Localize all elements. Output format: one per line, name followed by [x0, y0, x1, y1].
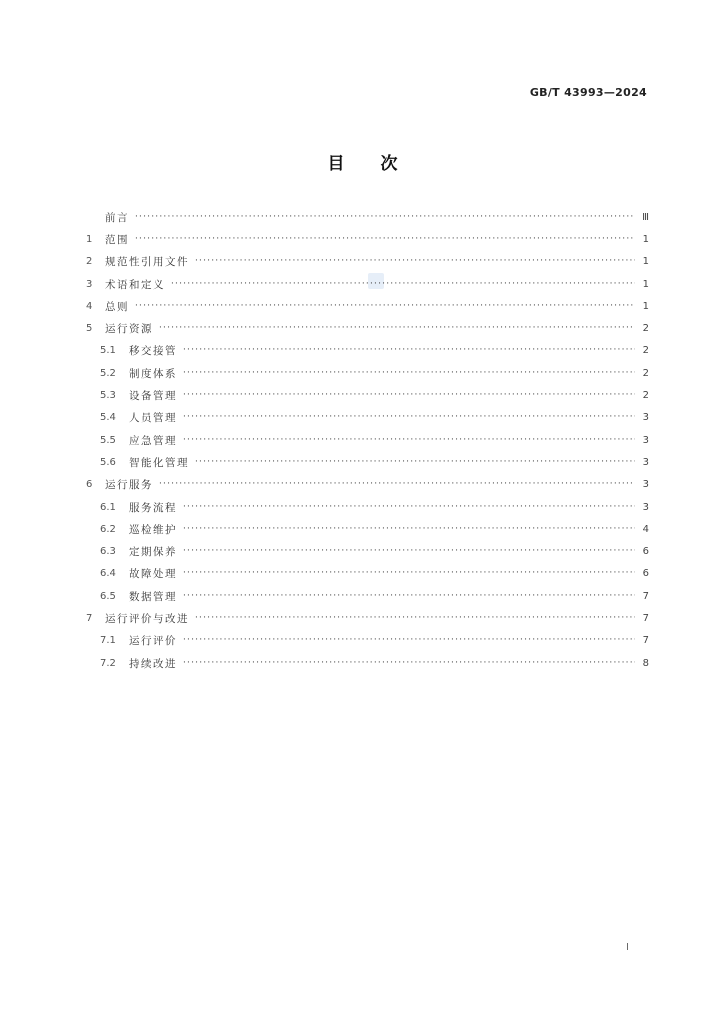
toc-entry-number: 5.4 [100, 412, 116, 424]
toc-entry[interactable] [86, 251, 649, 273]
toc-entry-label: 前言 [105, 211, 129, 224]
toc-entry-number: 2 [86, 256, 93, 268]
toc-leader-dots [183, 569, 635, 578]
toc-entry[interactable] [86, 496, 649, 518]
toc-entry[interactable] [86, 362, 649, 384]
toc-leader-dots [183, 503, 635, 512]
toc-entry-number: 5.5 [100, 434, 116, 446]
toc-entry-page: 2 [642, 323, 649, 335]
toc-leader-dots [183, 346, 635, 355]
toc-leader-dots [183, 547, 635, 556]
toc-entry-page: 1 [642, 300, 649, 312]
toc-entry-number: 1 [86, 233, 93, 245]
toc-entry[interactable] [86, 206, 649, 228]
toc-leader-dots [183, 592, 635, 601]
toc-leader-dots [183, 413, 635, 422]
toc-entry[interactable] [86, 474, 649, 496]
toc-entry-number: 5.2 [100, 367, 116, 379]
toc-leader-dots [135, 302, 635, 311]
standard-code: GB/T 43993—2024 [529, 86, 647, 99]
toc-entry-label: 服务流程 [129, 501, 177, 514]
toc-entry-page: 3 [642, 501, 649, 513]
toc-leader-dots [135, 213, 635, 222]
toc-leader-dots [183, 436, 635, 445]
toc-entry-label: 智能化管理 [129, 456, 189, 469]
toc-entry-number: 7.1 [100, 635, 116, 647]
toc-entry[interactable] [86, 563, 649, 585]
toc-leader-dots [135, 235, 635, 244]
toc-entry-page: Ⅲ [642, 211, 649, 223]
toc-list [86, 206, 649, 674]
toc-entry-page: 1 [642, 278, 649, 290]
toc-entry-number: 7 [86, 612, 93, 624]
toc-leader-dots [171, 280, 635, 289]
toc-entry-number: 6.4 [100, 568, 116, 580]
toc-leader-dots [159, 480, 635, 489]
toc-entry-page: 1 [642, 233, 649, 245]
toc-entry-page: 8 [642, 657, 649, 669]
toc-entry-page: 7 [642, 612, 649, 624]
toc-entry-label: 移交接管 [129, 345, 177, 358]
toc-entry-label: 术语和定义 [105, 278, 165, 291]
toc-leader-dots [159, 324, 635, 333]
toc-entry-label: 持续改进 [129, 657, 177, 670]
toc-entry-page: 2 [642, 390, 649, 402]
toc-entry-page: 7 [642, 635, 649, 647]
toc-entry-label: 规范性引用文件 [105, 256, 189, 269]
toc-entry[interactable] [86, 607, 649, 629]
toc-leader-dots [195, 257, 635, 266]
toc-entry-number: 6.2 [100, 523, 116, 535]
toc-entry-number: 4 [86, 300, 93, 312]
toc-leader-dots [195, 458, 635, 467]
toc-entry[interactable] [86, 451, 649, 473]
toc-leader-dots [183, 636, 635, 645]
toc-entry[interactable] [86, 652, 649, 674]
toc-entry[interactable] [86, 630, 649, 652]
toc-entry-page: 2 [642, 345, 649, 357]
toc-entry-label: 应急管理 [129, 434, 177, 447]
toc-entry[interactable] [86, 340, 649, 362]
toc-entry-page: 6 [642, 568, 649, 580]
toc-entry[interactable] [86, 384, 649, 406]
toc-entry-label: 总则 [105, 300, 129, 313]
toc-entry-page: 3 [642, 434, 649, 446]
toc-leader-dots [183, 525, 635, 534]
toc-entry-page: 2 [642, 367, 649, 379]
toc-entry[interactable] [86, 518, 649, 540]
toc-entry-label: 运行服务 [105, 479, 153, 492]
toc-entry-number: 5.3 [100, 390, 116, 402]
toc-title [0, 149, 725, 174]
toc-entry-number: 6.5 [100, 590, 116, 602]
toc-entry-label: 运行资源 [105, 323, 153, 336]
toc-title-part2: 次 [380, 154, 398, 174]
toc-entry-number: 3 [86, 278, 93, 290]
toc-entry-label: 故障处理 [129, 568, 177, 581]
toc-entry-page: 6 [642, 546, 649, 558]
toc-entry-label: 数据管理 [129, 590, 177, 603]
toc-entry-label: 巡检维护 [129, 523, 177, 536]
toc-entry[interactable] [86, 585, 649, 607]
toc-entry-number: 7.2 [100, 657, 116, 669]
toc-entry-page: 1 [642, 256, 649, 268]
toc-entry[interactable] [86, 429, 649, 451]
toc-entry[interactable] [86, 317, 649, 339]
toc-entry-label: 制度体系 [129, 367, 177, 380]
toc-entry-label: 范围 [105, 233, 129, 246]
toc-entry-page: 4 [642, 523, 649, 535]
toc-entry[interactable] [86, 540, 649, 562]
toc-entry[interactable] [86, 407, 649, 429]
toc-entry-number: 5.1 [100, 345, 116, 357]
toc-entry[interactable] [86, 295, 649, 317]
toc-leader-dots [183, 391, 635, 400]
toc-leader-dots [183, 659, 635, 668]
toc-leader-dots [195, 614, 635, 623]
toc-entry[interactable] [86, 228, 649, 250]
toc-entry-page: 3 [642, 479, 649, 491]
toc-entry-label: 设备管理 [129, 390, 177, 403]
toc-entry-number: 5 [86, 323, 93, 335]
toc-title-part1: 目 [327, 154, 345, 174]
page-number: Ⅰ [626, 942, 629, 953]
toc-entry-number: 6.1 [100, 501, 116, 513]
toc-entry-label: 运行评价 [129, 635, 177, 648]
toc-entry-label: 运行评价与改进 [105, 612, 189, 625]
toc-entry-label: 定期保养 [129, 546, 177, 559]
toc-entry-page: 3 [642, 412, 649, 424]
toc-entry-page: 7 [642, 590, 649, 602]
toc-entry-number: 6.3 [100, 546, 116, 558]
toc-entry-number: 6 [86, 479, 93, 491]
toc-entry[interactable] [86, 273, 649, 295]
toc-entry-page: 3 [642, 456, 649, 468]
toc-entry-label: 人员管理 [129, 412, 177, 425]
toc-entry-number: 5.6 [100, 456, 116, 468]
toc-leader-dots [183, 369, 635, 378]
